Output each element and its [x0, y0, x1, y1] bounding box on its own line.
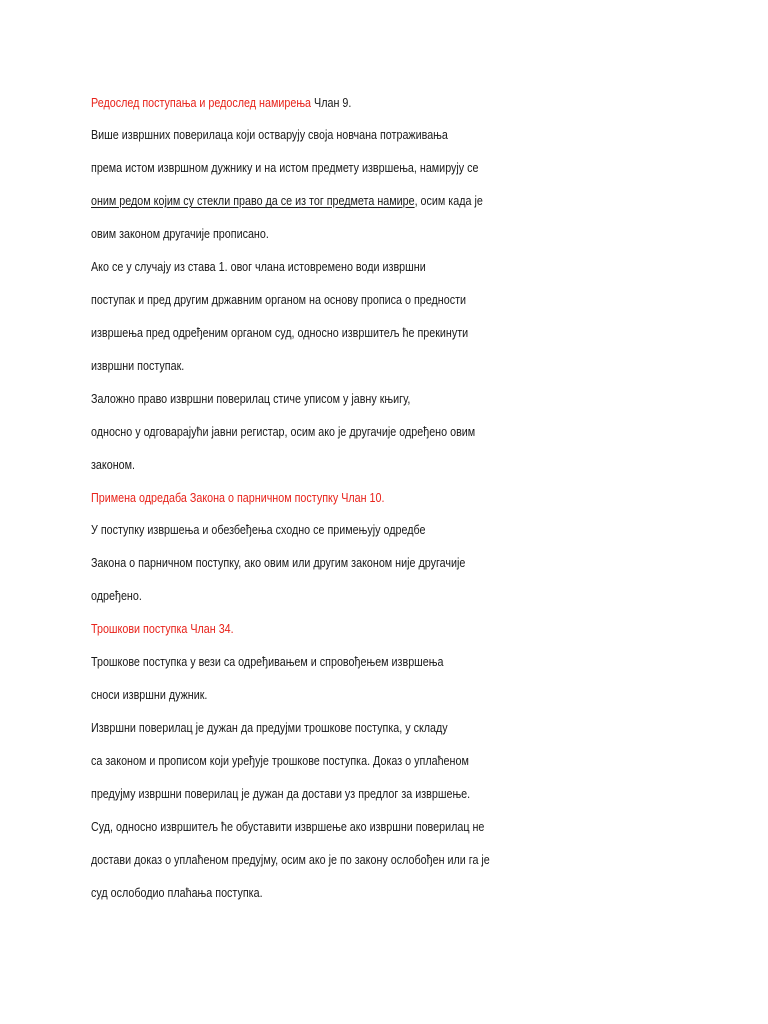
section3-heading: Трошкови поступка Члан 34. [91, 622, 234, 636]
text-line: Трошкове поступка у вези са одређивањем и спровођењем извршења [91, 655, 444, 669]
section2-heading: Примена одредаба Закона о парничном поступку Члан 10. [91, 491, 385, 505]
text-line: предујму извршни поверилац је дужан да достави уз предлог за извршење. [91, 787, 471, 801]
text-line: Извршни поверилац је дужан да предујми трошкове поступка, у складу [91, 721, 448, 735]
text-line: Заложно право извршни поверилац стиче уписом у јавну књигу, [91, 392, 411, 406]
text-line: Закона о парничном поступку, ако овим или другим законом није другачије [91, 556, 466, 570]
text-line: извршни поступак. [91, 359, 185, 373]
text-line: одређено. [91, 589, 142, 603]
text-line: овим законом другачије прописано. [91, 227, 269, 241]
section1-heading-title: Редослед поступања и редослед намирења [91, 96, 312, 110]
text-line-underlined [91, 193, 483, 209]
text-line: законом. [91, 458, 136, 472]
underlined-tail: , осим када је [414, 194, 483, 208]
underlined-phrase: оним редом којим су стекли право да се из тог предмета намире [91, 194, 415, 208]
section1-heading [91, 95, 351, 111]
text-line: Више извршних поверилаца који остварују своја новчана потраживања [91, 128, 448, 142]
text-line: са законом и прописом који уређује трошкове поступка. Доказ о уплаћеном [91, 754, 469, 768]
text-line: поступак и пред другим државним органом на основу прописа о предности [91, 293, 467, 307]
text-line: У поступку извршења и обезбеђења сходно се примењују одредбе [91, 523, 426, 537]
text-line: извршења пред одређеним органом суд, односно извршитељ ће прекинути [91, 326, 469, 340]
text-line: односно у одговарајући јавни регистар, осим ако је другачије одређено овим [91, 425, 476, 439]
text-line: Суд, односно извршитељ ће обуставити извршење ако извршни поверилац не [91, 820, 485, 834]
text-line: сноси извршни дужник. [91, 688, 208, 702]
section1-heading-article: Члан 9. [311, 96, 352, 110]
text-line: достави доказ о уплаћеном предујму, осим ако је по закону ослобођен или га је [91, 853, 490, 867]
text-line: Ако се у случају из става 1. овог члана истовремено води извршни [91, 260, 426, 274]
text-line: према истом извршном дужнику и на истом предмету извршења, намирују се [91, 161, 479, 175]
text-line: суд ослободио плаћања поступка. [91, 886, 263, 900]
